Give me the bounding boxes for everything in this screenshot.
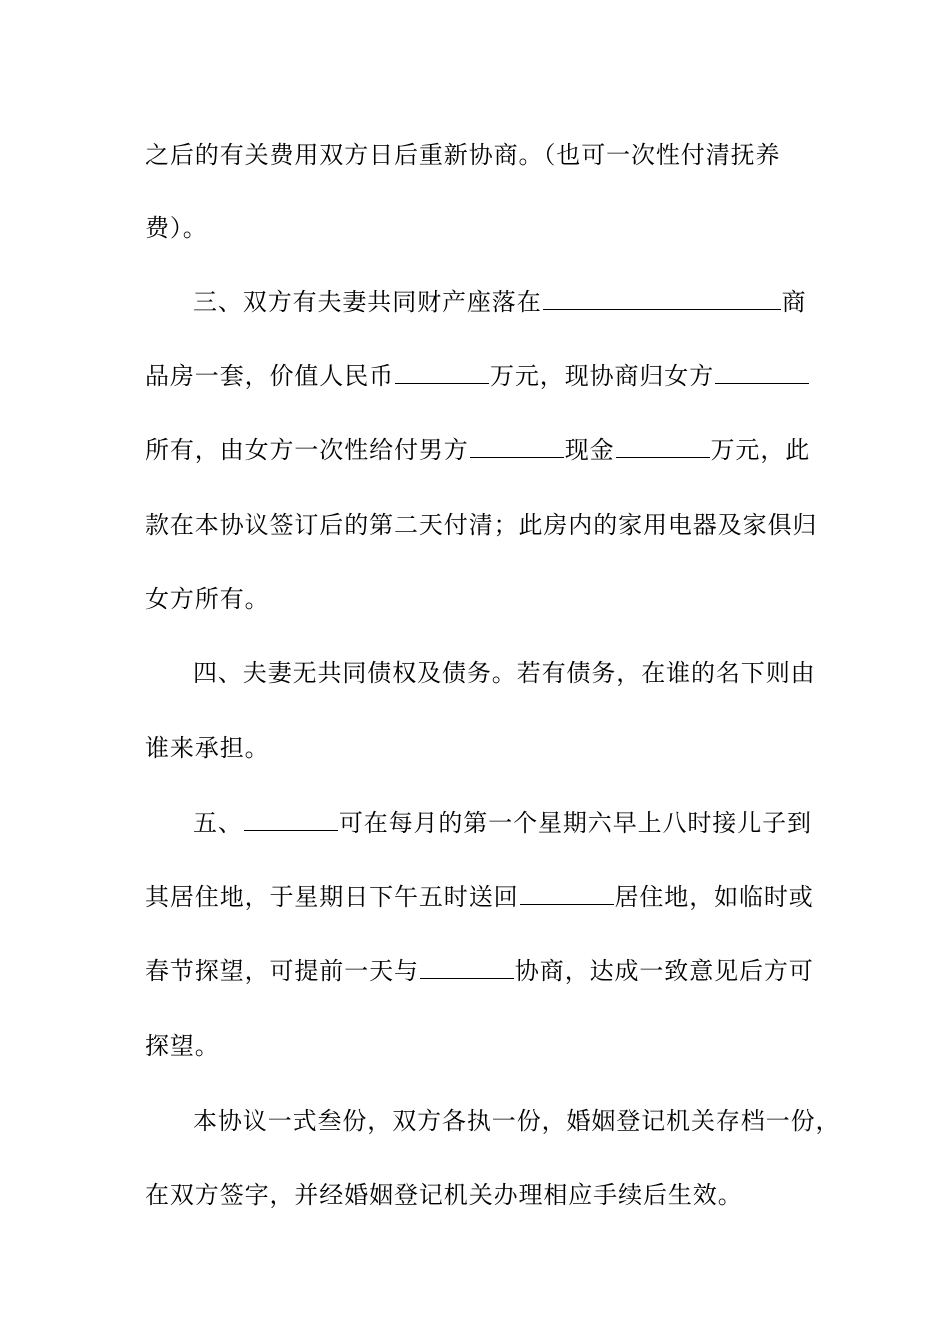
fill-blank-female-name (715, 362, 809, 384)
paragraph-line (145, 140, 810, 170)
text-segment: 万元，此 (710, 436, 811, 464)
text-segment: 万元，现协商归女方 (490, 362, 715, 390)
fill-blank-return-parent (520, 883, 614, 905)
closing-clause-line (193, 1106, 858, 1136)
clause-four-line (193, 658, 858, 688)
text-segment: 款在本协议签订后的第二天付清；此房内的家用电器及家俱归 (145, 511, 818, 539)
text-segment: 谁来承担。 (145, 734, 270, 762)
paragraph-line (145, 435, 810, 465)
text-segment: 居住地，如临时或 (614, 883, 814, 911)
paragraph-line (145, 213, 810, 243)
fill-blank-value (395, 362, 489, 384)
fill-blank-male-name (470, 436, 564, 458)
text-segment: 可在每月的第一个星期六早上八时接儿子到 (338, 809, 812, 837)
paragraph-line (145, 510, 818, 540)
paragraph-line (145, 956, 814, 986)
clause-five-line (193, 808, 858, 838)
text-segment: 在双方签字，并经婚姻登记机关办理相应手续后生效。 (145, 1181, 743, 1209)
text-segment: 四、夫妻无共同债权及债务。若有债务，在谁的名下则由 (193, 659, 816, 687)
text-segment: 商 (781, 288, 807, 316)
text-segment: 品房一套，价值人民币 (145, 362, 394, 390)
text-segment: 五、 (193, 809, 243, 837)
fill-blank-cash-amount (616, 436, 710, 458)
paragraph-line (145, 882, 814, 912)
text-segment: 协商，达成一致意见后方可 (514, 957, 814, 985)
fill-blank-visiting-parent (244, 809, 338, 831)
text-segment: 其居住地，于星期日下午五时送回 (145, 883, 519, 911)
text-segment: 探望。 (145, 1032, 220, 1060)
text-segment: 所有，由女方一次性给付男方 (145, 436, 469, 464)
text-segment: 现金 (564, 436, 615, 464)
clause-three-line (193, 287, 858, 317)
paragraph-line (145, 361, 810, 391)
paragraph-line (145, 1031, 810, 1061)
text-segment: 本协议一式叁份，双方各执一份，婚姻登记机关存档一份， (193, 1107, 841, 1135)
fill-blank-property-location (543, 288, 781, 310)
text-segment: 之后的有关费用双方日后重新协商。（也可一次性付清抚养 (145, 141, 781, 169)
fill-blank-consult-parent (420, 957, 514, 979)
text-segment: 春节探望，可提前一天与 (145, 957, 419, 985)
text-segment: 三、双方有夫妻共同财产座落在 (193, 288, 542, 316)
text-segment: 费）。 (145, 214, 208, 242)
paragraph-line (145, 1180, 810, 1210)
paragraph-line (145, 584, 810, 614)
text-segment: 女方所有。 (145, 585, 270, 613)
paragraph-line (145, 733, 810, 763)
